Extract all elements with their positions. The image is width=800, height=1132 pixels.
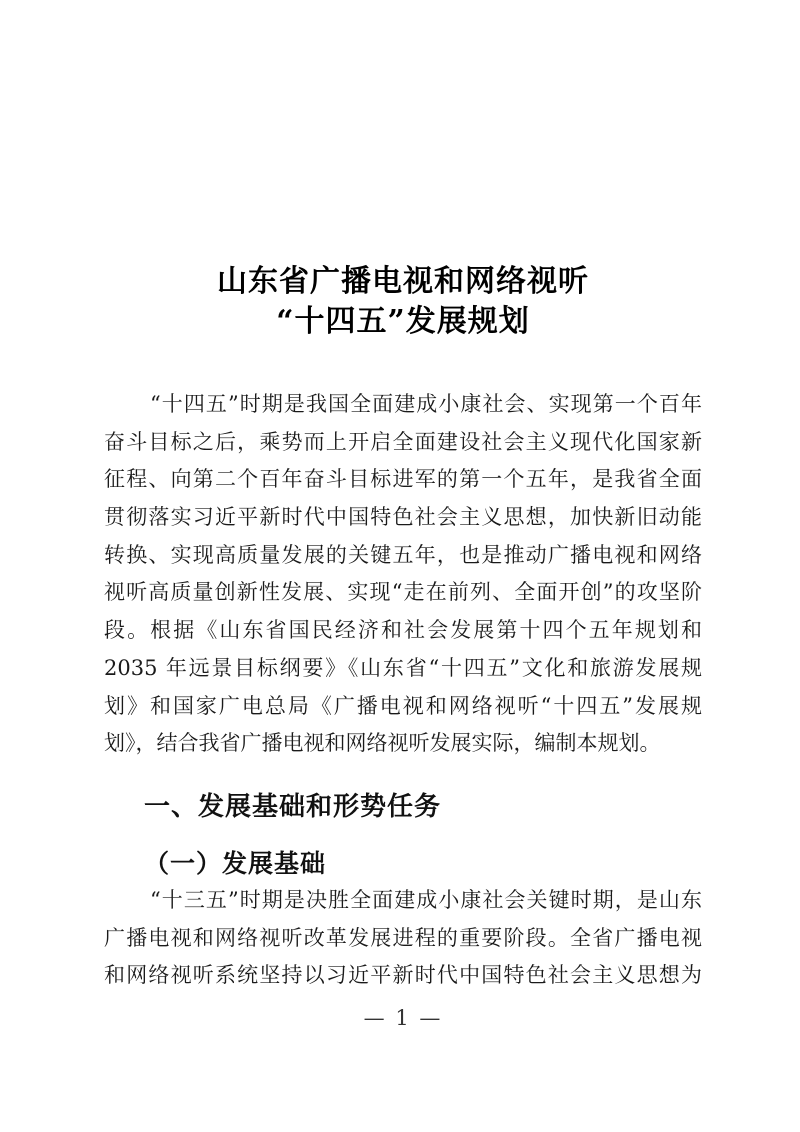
section-1-heading: 一、发展基础和形势任务 — [144, 790, 442, 821]
intro-paragraph — [104, 386, 702, 763]
intro-paragraph-line: 贯彻落实习近平新时代中国特色社会主义思想，加快新旧动能 — [104, 505, 702, 530]
intro-paragraph-line: 2035 年远景目标纲要》《山东省“十四五”文化和旅游发展规 — [104, 655, 702, 680]
doc-title — [104, 262, 702, 342]
development-basis-paragraph — [104, 882, 702, 995]
basis-paragraph-line: “十三五”时期是决胜全面建成小康社会关键时期，是山东 — [150, 887, 702, 912]
page-number: — 1 — — [363, 1005, 443, 1030]
doc-title-line-1: 山东省广播电视和网络视听 — [217, 264, 589, 299]
doc-title-line-2: “十四五”发展规划 — [276, 304, 530, 339]
intro-paragraph-line: “十四五”时期是我国全面建成小康社会、实现第一个百年 — [150, 392, 702, 416]
intro-paragraph-line: 段。根据《山东省国民经济和社会发展第十四个五年规划和 — [104, 618, 702, 643]
basis-paragraph-line: 和网络视听系统坚持以习近平新时代中国特色社会主义思想为 — [104, 963, 702, 988]
intro-paragraph-line: 划》和国家广电总局《广播电视和网络视听“十四五”发展规 — [104, 693, 702, 718]
intro-paragraph-line: 转换、实现高质量发展的关键五年，也是推动广播电视和网络 — [104, 542, 702, 567]
intro-paragraph-line: 征程、向第二个百年奋斗目标进军的第一个五年，是我省全面 — [104, 467, 702, 492]
basis-paragraph-line: 广播电视和网络视听改革发展进程的重要阶段。全省广播电视 — [104, 925, 702, 950]
intro-paragraph-line: 划》，结合我省广播电视和网络视听发展实际，编制本规划。 — [104, 731, 661, 756]
subsection-1-1-heading: （一）发展基础 — [144, 848, 327, 878]
intro-paragraph-line: 视听高质量创新性发展、实现“走在前列、全面开创”的攻坚阶 — [104, 580, 702, 605]
document-content — [104, 0, 702, 1033]
intro-paragraph-line: 奋斗目标之后，乘势而上开启全面建设社会主义现代化国家新 — [104, 429, 702, 454]
